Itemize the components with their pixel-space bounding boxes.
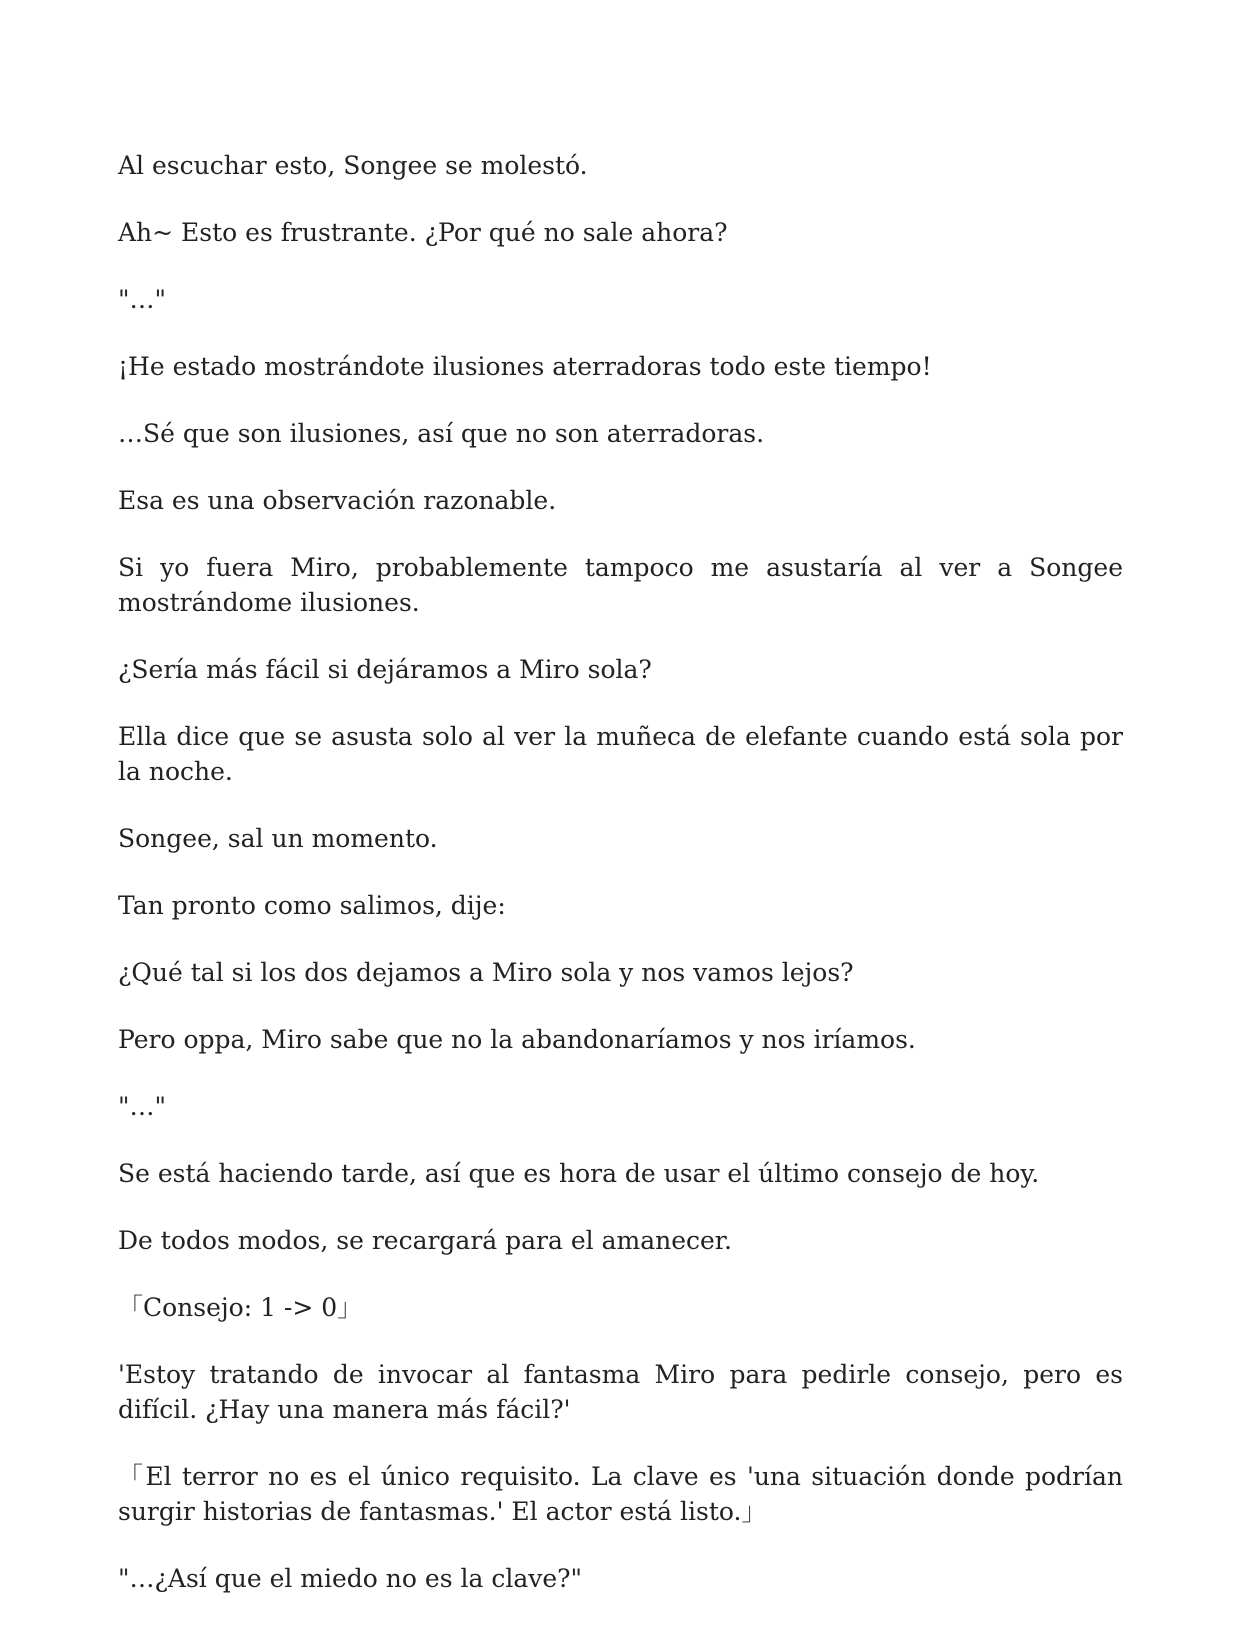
document-body <box>118 148 1123 1628</box>
paragraph: ¿Sería más fácil si dejáramos a Miro sola? <box>118 655 652 684</box>
paragraph: "…¿Así que el miedo no es la clave?" <box>118 1564 583 1593</box>
paragraph: ¿Qué tal si los dos dejamos a Miro sola y nos vamos lejos? <box>118 958 854 987</box>
paragraph: Al escuchar esto, Songee se molestó. <box>118 151 588 180</box>
paragraph: Se está haciendo tarde, así que es hora de usar el último consejo de hoy. <box>118 1159 1040 1188</box>
paragraph: Pero oppa, Miro sabe que no la abandonaríamos y nos iríamos. <box>118 1025 916 1054</box>
paragraph: Tan pronto como salimos, dije: <box>118 891 506 920</box>
paragraph: Ella dice que se asusta solo al ver la muñeca de elefante cuando está sola por la noche. <box>118 722 1123 786</box>
paragraph: Ah~ Esto es frustrante. ¿Por qué no sale ahora? <box>118 218 728 247</box>
paragraph: …Sé que son ilusiones, así que no son aterradoras. <box>118 419 765 448</box>
paragraph: De todos modos, se recargará para el amanecer. <box>118 1226 732 1255</box>
paragraph-system-message: 「Consejo: 1 -> 0」 <box>118 1293 363 1322</box>
paragraph: "…" <box>118 1092 166 1121</box>
paragraph: Songee, sal un momento. <box>118 824 438 853</box>
paragraph: "…" <box>118 285 166 314</box>
paragraph: 'Estoy tratando de invocar al fantasma Miro para pedirle consejo, pero es difícil. ¿Hay una manera más fácil?' <box>118 1360 1123 1424</box>
paragraph-system-message: 「El terror no es el único requisito. La clave es 'una situación donde podrían surgir historias de fantasmas.' El actor está listo.」 <box>118 1462 1123 1526</box>
paragraph: Si yo fuera Miro, probablemente tampoco me asustaría al ver a Songee mostrándome ilusiones. <box>118 553 1123 617</box>
paragraph: ¡He estado mostrándote ilusiones aterradoras todo este tiempo! <box>118 352 932 381</box>
paragraph: Esa es una observación razonable. <box>118 486 557 515</box>
